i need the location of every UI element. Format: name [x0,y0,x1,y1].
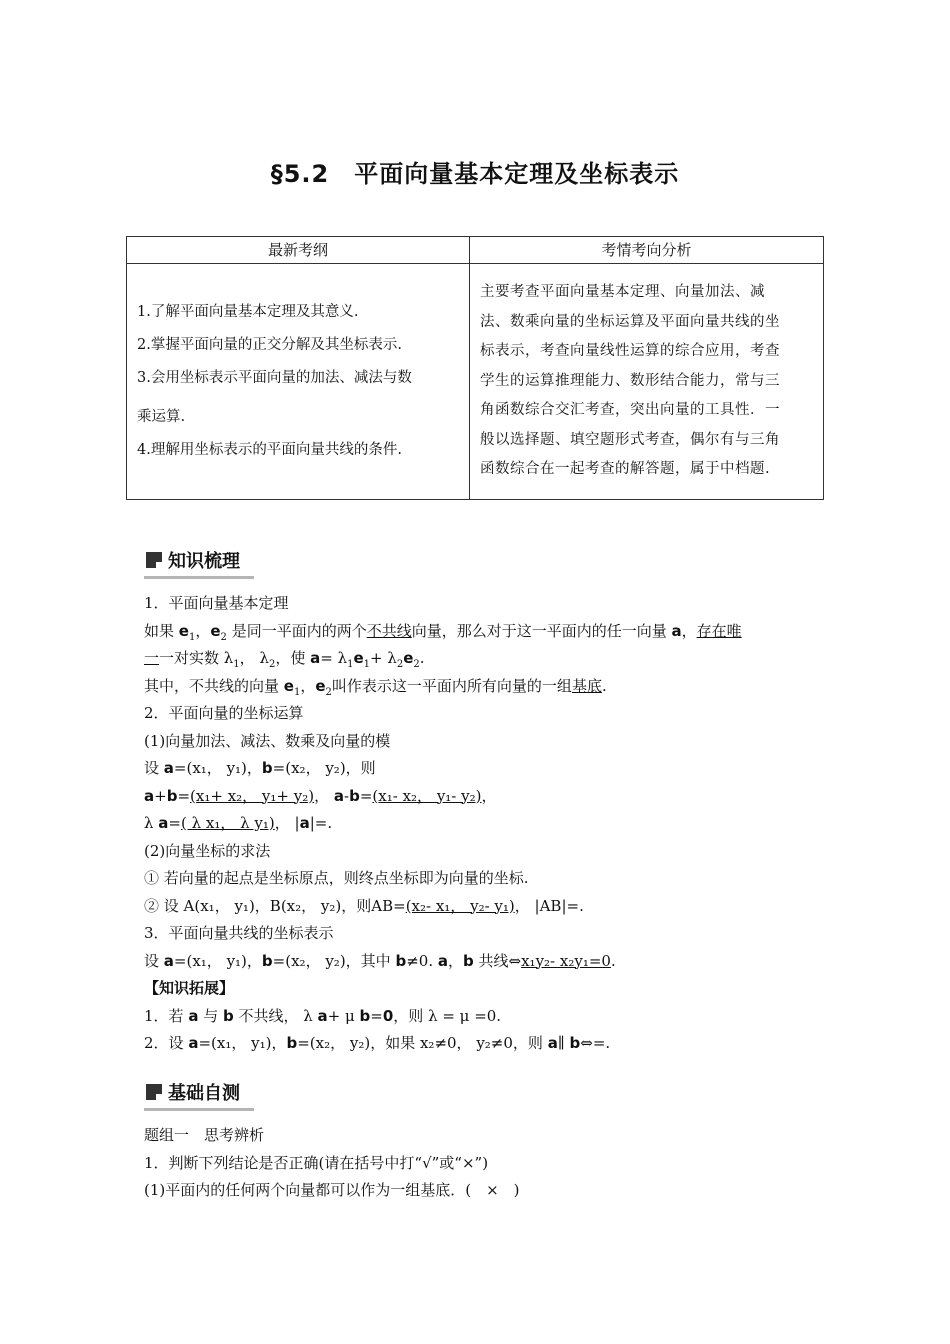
text-line: 1．若 a 与 b 不共线， λ a+ μ b=0，则 λ = μ =0. [144,1006,502,1025]
syllabus-cell [127,264,470,500]
analysis-line: 标表示，考查向量线性运算的综合应用，考查 [480,343,780,359]
analysis-header: 考情考向分析 [470,237,824,264]
text-line: (2)向量坐标的求法 [144,841,271,860]
text-line: 如果 $e_1$，$e_2$ 是同一平面内的两个不共线向量，那么对于这一平面内的任一向量 a，存在唯 [144,621,742,643]
syllabus-item: 乘运算. [137,409,186,425]
text-line: ① 若向量的起点是坐标原点，则终点坐标即为向量的坐标. [144,869,529,887]
analysis-line: 学生的运算推理能力、数形结合能力，常与三 [480,372,780,389]
analysis-line: 般以选择题、填空题形式考查，偶尔有与三角 [480,431,780,448]
text-line: 其中，不共线的向量 $e_1$，$e_2$叫作表示这一平面内所有向量的一组基底. [144,676,607,698]
analysis-line: 函数综合在一起考查的解答题，属于中档题. [480,461,771,477]
analysis-cell [470,264,824,500]
text-line: 2．设 a=(x₁， y₁)，b=(x₂， y₂)，如果 x₂≠0， y₂≠0，则 a∥ b⇔=. [144,1034,611,1052]
text-line: ② 设 A(x₁， y₁)，B(x₂， y₂)，则AB=(x₂- x₁， y₂- y₁)， |AB|=. [144,896,584,915]
text-line: (1)向量加法、减法、数乘及向量的模 [144,731,391,750]
extension-heading: 【知识拓展】 [144,979,235,997]
analysis-line: 主要考查平面向量基本定理、向量加法、减 [480,284,765,300]
heading-line: 1．平面向量基本定理 [144,594,289,612]
section-heading-knowledge: 知识梳理 [144,546,254,579]
syllabus-item: 1.了解平面向量基本定理及其意义. [137,304,359,320]
knowledge-content [144,590,824,1058]
syllabus-item: 3.会用坐标表示平面向量的加法、减法与数 [137,370,412,386]
heading-line: 2．平面向量的坐标运算 [144,704,304,722]
text-line: 设 a=(x₁， y₁)，b=(x₂， y₂)，其中 b≠0. a，b 共线⇔x₁y₂- x₂y₁=0. [144,951,616,970]
section-square-icon [146,552,162,568]
syllabus-item: 2.掌握平面向量的正交分解及其坐标表示. [137,337,402,353]
analysis-line: 角函数综合交汇考查，突出向量的工具性．一 [480,402,780,418]
text-line: 1．判断下列结论是否正确(请在括号中打“√”或“×”) [144,1153,489,1172]
text-line: 设 a=(x₁， y₁)，b=(x₂， y₂)，则 [144,759,376,777]
outline-table [126,236,824,500]
text-line: 一一对实数 $\lambda_1$， $\lambda_2$，使 $a= \lambda_1e_1+ \lambda_2e_2$. [144,649,425,670]
self-test-content [144,1122,824,1205]
text-line: a+b=(x₁+ x₂， y₁+ y₂)， a-b=(x₁- x₂， y₁- y₂)， [144,786,497,805]
text-line: λ a=( λ x₁， λ y₁)， |a|=. [144,814,333,832]
section-square-icon [146,1084,162,1100]
text-line: 题组一 思考辨析 [144,1126,265,1144]
text-line: (1)平面内的任何两个向量都可以作为一组基底．( × ) [144,1181,520,1199]
section-heading-self-test: 基础自测 [144,1078,254,1111]
heading-line: 3．平面向量共线的坐标表示 [144,924,334,942]
analysis-line: 法、数乘向量的坐标运算及平面向量共线的坐 [480,313,780,330]
syllabus-item: 4.理解用坐标表示的平面向量共线的条件. [137,442,402,458]
syllabus-header: 最新考纲 [127,237,470,264]
page-title: §5.2 平面向量基本定理及坐标表示 [270,160,680,188]
